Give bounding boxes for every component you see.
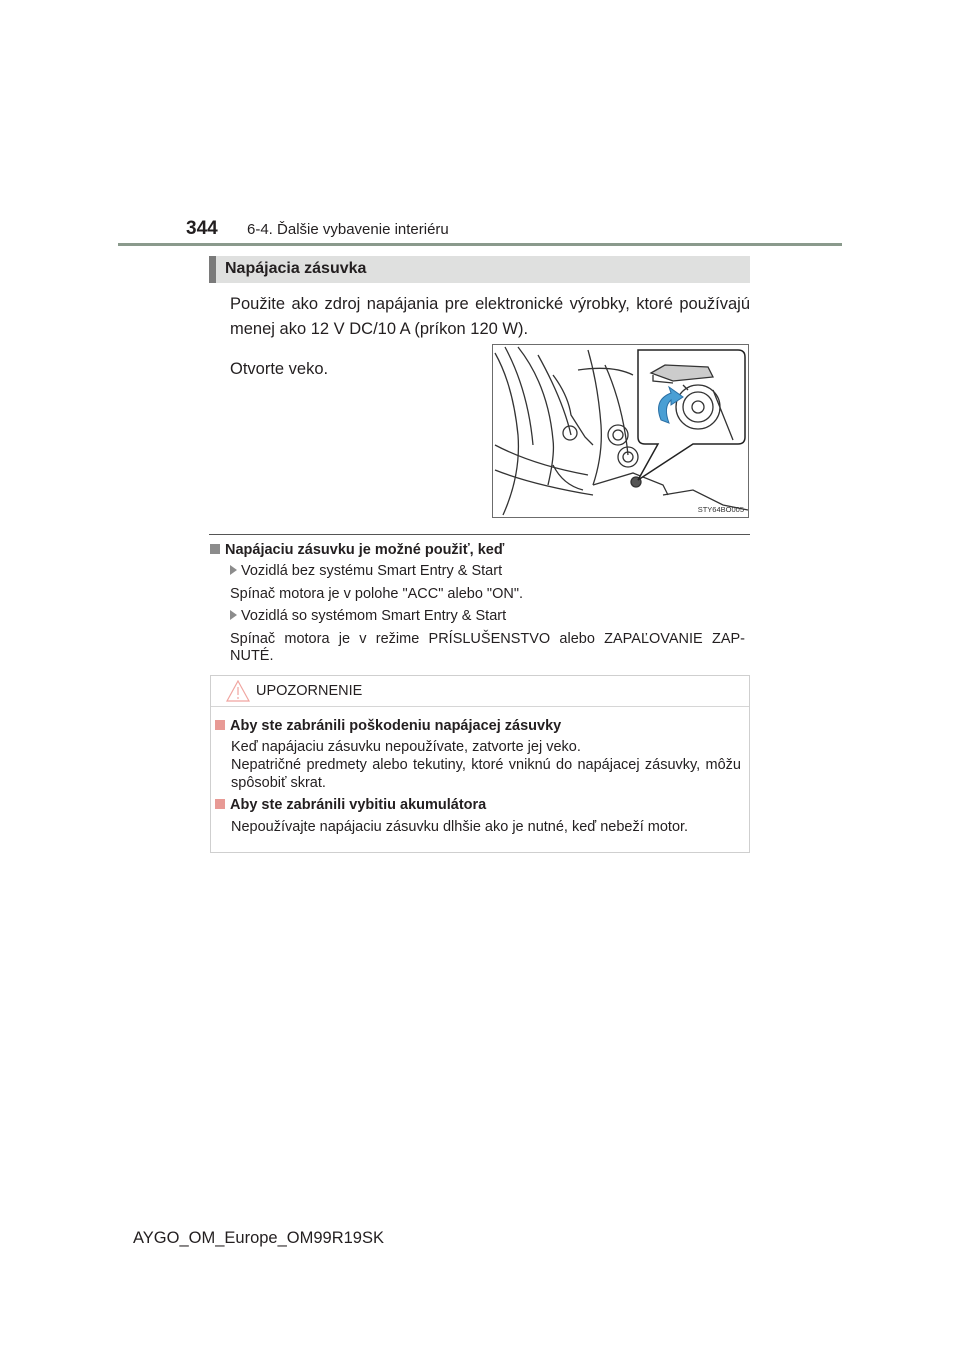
title-bar <box>209 256 750 283</box>
condition-text-1: Spínač motora je v polohe "ACC" alebo "ON". <box>230 586 524 602</box>
illustration-code: STY64BO005 <box>697 505 744 514</box>
condition-item-1: Vozidlá bez systému Smart Entry & Start <box>230 563 502 579</box>
condition-item-2: Vozidlá so systémom Smart Entry & Start <box>230 608 506 624</box>
square-bullet-icon <box>215 799 225 809</box>
page-number: 344 <box>186 218 218 239</box>
warning-header-rule <box>211 706 749 707</box>
footer-code: AYGO_OM_Europe_OM99R19SK <box>133 1229 384 1247</box>
triangle-bullet-icon <box>230 610 237 620</box>
warning-heading-1: Aby ste zabránili poškodeniu napájacej zásuvky <box>215 718 561 734</box>
section-title: 6-4. Ďalšie vybavenie interiéru <box>247 221 449 238</box>
section-divider <box>209 534 750 535</box>
warning-icon <box>226 680 250 702</box>
condition-text-2: Spínač motora je v režime PRÍSLUŠENSTVO alebo ZAPAĽOVANIE ZAP-NUTÉ. <box>230 631 745 664</box>
warning-heading-2: Aby ste zabránili vybitiu akumulátora <box>215 797 486 813</box>
conditions-heading: Napájaciu zásuvku je možné použiť, keď <box>210 542 504 558</box>
title-accent <box>209 256 216 283</box>
header-rule <box>118 243 842 246</box>
warning-text-1: Keď napájaciu zásuvku nepoužívate, zatvorte jej veko. <box>231 739 581 755</box>
square-bullet-icon <box>210 544 220 554</box>
page-title: Napájacia zásuvka <box>225 260 367 277</box>
warning-text-2: Nepoužívajte napájaciu zásuvku dlhšie ako je nutné, keď nebeží motor. <box>231 819 689 835</box>
square-bullet-icon <box>215 720 225 730</box>
power-outlet-illustration <box>492 344 749 518</box>
intro-text: Použite ako zdroj napájania pre elektronické výrobky, ktoré používajú menej ako 12 V DC/10 A (príkon 120 W). <box>230 295 750 338</box>
warning-label: UPOZORNENIE <box>256 683 363 699</box>
warning-box <box>210 675 750 853</box>
warning-text-1b: Nepatričné predmety alebo tekutiny, ktoré vniknú do napájacej zásuvky, môžu spôsobiť skrat. <box>231 757 741 791</box>
triangle-bullet-icon <box>230 565 237 575</box>
step-text: Otvorte veko. <box>230 360 329 378</box>
dashboard-drawing <box>493 345 748 517</box>
